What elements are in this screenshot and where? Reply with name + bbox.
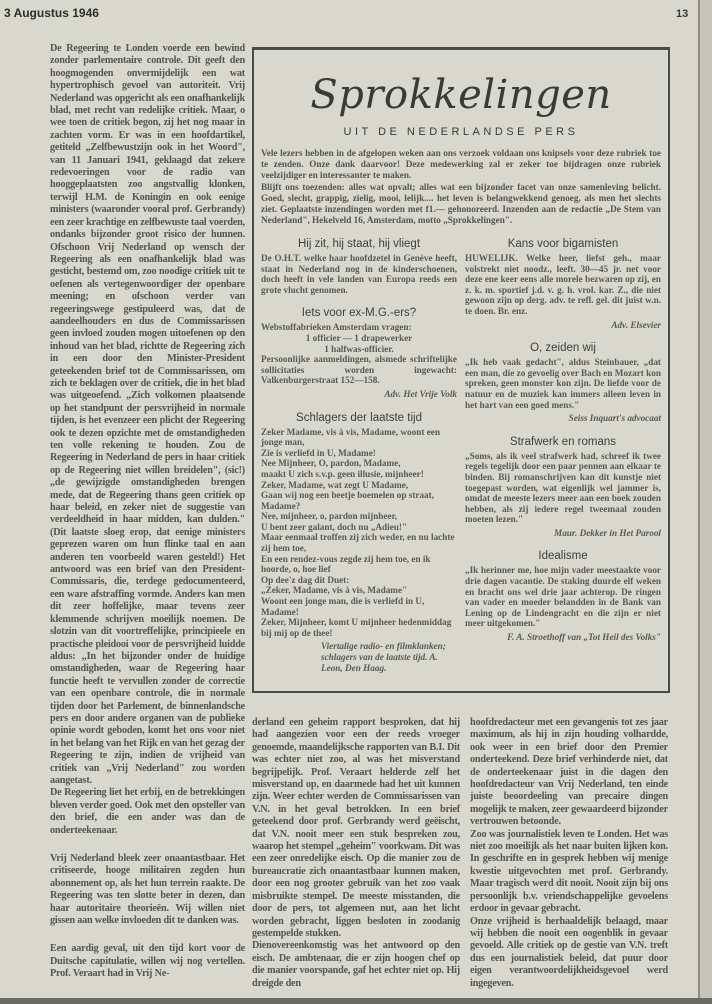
sprokkelingen-box (252, 47, 670, 693)
paragraph: derland een geheim rapport besproken, dat hij had aangezien voor een der reeds vroeger genoemde, maandelijksche rapporten van B.I. Dit was echter niet zoo, al was het misverstand begrijpelijk. Prof. Veraart helderde zelf het misverstand op, en daarmede had het uit kunnen zijn. Weer echter werden de Commissarissen van V.N. in het geval betrokken. In een brief geteekend door prof. Gerbrandy werd geëischt, dat V.N. nooit meer een stuk bespreken zou, waarop het stempel „geheim" voorkwam. Dit was een zeer onredelijke eisch. Op die manier zou de bureaucratie zich onaantastbaar kunnen maken, door een nog grooter gebruik van het zoo vaak misbruikte stempel. De meeste misstanden, die door de pers, tot algemeen nut, aan het licht worden gebracht, liggen besloten in zoodanig gestempelde stukken. (252, 717, 460, 939)
poem-line: Zeker Madame, vis à vis, Madame, woont een jonge man, (261, 426, 440, 448)
clipping-item (465, 436, 661, 539)
clipping-source: F. A. Stroethoff van „Tot Heil des Volks" (507, 632, 661, 643)
poem-line: Op dee'z dag dit Duet: (261, 574, 350, 585)
clipping-line: 1 officier — 1 drapewerker (305, 332, 413, 343)
clipping-item (465, 550, 661, 642)
page-number: 13 (676, 8, 689, 20)
poem-line: Zeker, Mijnheer, komt U mijnheer hedenmiddag bij mij op de thee! (261, 617, 452, 638)
poem-line: maakt U zich s.v.p. geen illusie, mijnheer! (261, 468, 424, 479)
clipping-source: Maur. Dekker in Het Parool (554, 527, 661, 538)
clipping-heading: Idealisme (538, 550, 588, 563)
intro-paragraph: Blijft ons toezenden: alles wat opvalt; alles wat een bijzonder facet van onze samenleving belicht. Goed, slecht, grappig, zielig, mooi, lelijk.... het leven is belangwekkend genoeg, als men het slechts ziet. Geplaatste inzendingen worden met f1.— gehonoreerd. Inzenden aan de redactie „De Stem van Nederland", Hekelveld 16, Amsterdam, motto „Sprokkelingen". (261, 181, 661, 226)
clipping-item (261, 307, 457, 399)
paragraph: Onze vrijheid is herhaaldelijk belaagd, maar wij hebben die nooit een oogenblik in gevaar gevoeld. Alle critiek op de gestie van V.N. treft dus een journalistiek beleid, dat puur door eigen verantwoordelijkheidsgevoel werd ingegeven. (470, 915, 668, 989)
clipping-text: Persoonlijke aanmeldingen, alsmede schriftelijke sollicitaties worden ingewacht: Valkenburgerstraat 152—158. (261, 354, 457, 386)
clipping-source: Seiss Inquart's advocaat (568, 413, 661, 424)
paragraph: De Regeering liet het erbij, en de betrekkingen bleven verder goed. Ook met den opsteller van den brief, die een ander was dan de onderteekenaar. (50, 787, 245, 836)
page-bottom-edge (0, 998, 712, 1004)
right-article-column (470, 717, 668, 990)
poem-line: Zie is verliefd in U, Madame! (261, 447, 376, 458)
poem-line: U bent zeer galant, doch nu „Adieu!" (261, 521, 408, 532)
poem-line: Woont een jonge man, die is verliefd in U, Madame! (261, 596, 425, 617)
issue-date: 3 Augustus 1946 (4, 6, 99, 20)
clipping-heading: Schlagers der laatste tijd (296, 411, 422, 424)
clipping-text: „Soms, als ik veel strafwerk had, schreef ik twee regels tegelijk door een paar pennen aan elkaar te binden. Bij romanschrijven kan dit kunstje niet toegepast worden, wat eigenlijk wel jammer is, omdat de meeste lezers meer aan een boek zouden hebben, als zij iedere regel tweemaal zouden moeten lezen." (465, 450, 661, 525)
clipping-heading: Strafwerk en romans (509, 435, 617, 448)
poem-line: En een rendez-vous zegde zij hem toe, en ik hoorde, o, hoe lief (261, 553, 431, 575)
box-right-column (465, 238, 661, 655)
paragraph: Een aardig geval, uit den tijd kort voor de Duitsche capitulatie, willen wij nog vertellen. Prof. Veraart had in Vrij Ne- (50, 943, 245, 980)
clipping-item (465, 238, 661, 330)
left-article-column (50, 43, 245, 981)
clipping-line: 1 halfwas-officier. (324, 343, 394, 354)
paragraph: hoofdredacteur met een gevangenis tot zes jaar maximum, als hij in zijn houding volhardde, ook weer in een brief door den Premier onderteekend. Deze brief verhinderde niet, dat de onderteekenaar juist in die dagen den hoofdredacteur van Vrij Nederland, ten einde juiste beoordeeling van precaire dingen mogelijk te maken, zeer gewaardeerd bijzonder vertrouwen betoonde. (470, 717, 668, 828)
clipping-text: HUWELIJK. Welke heer, liefst geh., maar volstrekt niet noodz., leeft. 30—45 jr. net voor deze ene keer eens alle morele bezwaren op zij, en z. k. m. sportief j.d. v. g. h. vrol. kar. Z., die niet gewoon zijn op derg. adv. te refl. gel. dit juist w.n. te doen. Br. enz. (465, 253, 661, 316)
clipping-heading: Iets voor ex-M.G.-ers? (301, 307, 417, 320)
middle-article-column (252, 717, 460, 990)
paragraph: Vrij Nederland bleek zeer onaantastbaar. Het critiseerde, hooge militairen zegden hun abonnement op, als het hun terrein raakte. De Regeering was ten slotte beter in dezen, dan haar autoritaire theorieën. Wij willen niet gissen aan welke invloeden dit te danken was. (50, 853, 245, 927)
paragraph: De Regeering te Londen voerde een bewind zonder parlementaire controle. Dit geeft den hoogmogenden onvermijdelijk een wat hypertrophisch gevoel van autoriteit. Vrij Nederland was opgericht als een onafhankelijk blad, met recht van redelijke critiek. Maar, o wee toen de critiek begon, zij het nog maar in zachten vorm. Er was in een hoofdartikel, getiteld „Zelfbewustzijn ook in het Woord", van 11 Januari 1941, geklaagd dat zekere redevoeringen voor de radio van hooggeplaatsten zoo angstvallig klonken, terwijl H.M. de Koningin en ook eenige ministers (waaronder vooral prof. Gerbrandy) een zeer krachtige en zelfbewuste taal voerden, ondanks bijzonder groot risico der hunnen. Ofschoon Vrij Nederland op wensch der Regeering als een onafhankelijk blad was gesticht, bestemd om, zoo noodige critiek uit te oefenen als vertegenwoordiger der openbare meening; en ofschoon verder van regeeringswege gestipuleerd was, dat de aandeelhouders en dus de Commissarissen geen invloed zouden mogen uitoefenen op den inhoud van het blad, richtte de Regeering zich in een door den Minister-President geteekenden brief tot de Commissarissen, om zich te beklagen over de critiek, die in het blad was uitgeoefend. „Zich volkomen plaatsende op het standpunt der persvrijheid in normale tijden, is het evenzeer een plicht der Regeering ook te dezen opzichte met de omstandigheden ten volle rekening te houden. Zou de Regeering in Nederland de pers in haar critiek op de Regeering niet willen breidelen", (sic!) „de gewijzigde omstandigheden brengen mede, dat de Regeering thans geen critiek op haar beleid, en zeker niet de suggestie van verdeeldheid in haar midden, kan dulden." (Dit laatste sloeg erop, dat eenige ministers geprezen waren om hun flinke taal en aan anderen ten voorbeeld waren gesteld!) Het antwoord was een brief van den President-Commissaris, die, terdege gedocumenteerd, een ware afstraffing vormde. Anders kan men dit zeer hoffelijke, maar tevens zeer klemmende schrijven moeilijk noemen. De slotzin van dit voortreffelijke, principieele en practische pleidooi voor de persvrijheid luidde aldus: „In het bijzonder onder de huidige omstandigheden, waar de Regeering haar functie heeft te vervullen zonder de correctie van een openbare controle, die in normale tijden door het Parlement, de binnenlandsche pers en door andere organen van de publieke opinie wordt geboden, komt het ons voor niet in het belang van het Rijk en van het gezag der Regeering te zijn, indien de vrijheid van critiek van „Vrij Nederland" zou worden aangetast. (50, 43, 245, 786)
poem-line: Maar eenmaal troffen zij zich weder, en nu lachte zij hem toe, (261, 532, 455, 554)
clipping-text: Webstoffabrieken Amsterdam vragen: (261, 322, 412, 333)
poem-line: Nee Mijnheer, O, pardon, Madame, (261, 458, 401, 469)
clipping-source: Adv. Elsevier (611, 319, 661, 330)
poem-line: „Zeker, Madame, vis à vis, Madame" (261, 585, 408, 596)
poem-line: Nee, mijnheer, o, pardon mijnheer, (261, 511, 398, 522)
poem-line: Gaan wij nog een beetje boemelen op straat, Madame? (261, 490, 435, 511)
clipping-text: De O.H.T. welke haar hoofdzetel in Genève heeft, staat in Nederland nog in de kinderschoenen, doch heeft in vele landen van Europa reeds een grote vlucht genomen. (261, 253, 457, 295)
clipping-source: Viertalige radio- en filmklanken; schlagers van de laatste tijd. A. Leon, Den Haag. (321, 641, 446, 673)
clipping-text: „Ik heb vaak gedacht", aldus Steinbauer, „dat een man, die zo gevoelig over Bach en Mozart kon spreken, geen monster kon zijn. De liefde voor de natuur en de muziek kan immers alleen leven in het hart van een goed mens." (465, 357, 661, 410)
paragraph: Zoo was journalistiek leven te Londen. Het was niet zoo moeilijk als het naar buiten lijken kon. In geschrifte en in gesprek hebben wij menige kwestie uitgevochten met prof. Gerbrandy. Maar tragisch werd dit nooit. Nooit zijn bij ons persoonlijk b.v. vriendschappelijke gevoelens erdoor in gevaar gebracht. (470, 828, 668, 915)
clipping-item (261, 412, 457, 674)
page-edge (698, 0, 712, 1004)
clipping-heading: Kans voor bigamisten (507, 238, 619, 250)
box-title: Sprokkelingen (310, 72, 612, 118)
clipping-heading: Hij zit, hij staat, hij vliegt (297, 238, 421, 250)
clipping-item (261, 238, 457, 295)
clipping-heading: O, zeiden wij (530, 342, 596, 355)
intro-paragraph: Vele lezers hebben in de afgelopen weken aan ons verzoek voldaan ons knipsels voor deze rubriek toe te zenden. Onze dank daarvoor! Deze medewerking zal er zeker toe bijdragen onze rubriek veelzijdiger en interessanter te maken. (261, 148, 661, 181)
poem-line: Zeker, Madame, wat zegt U Madame, (261, 479, 409, 490)
clipping-source: Adv. Het Vrije Volk (384, 388, 457, 399)
box-left-column (261, 238, 457, 685)
box-subtitle: UIT DE NEDERLANDSE PERS (343, 126, 579, 138)
box-intro (261, 148, 661, 226)
clipping-text: „Ik herinner me, hoe mijn vader meestaakte voor drie dagen vacantie. De staking duurde elf weken en bracht ons wel drie jaar achterop. De ringen van vader en moeder belandden in de Bank van Lening op de Lindengracht en die zijn er niet meer uitgekomen." (465, 565, 661, 629)
paragraph: Dienovereenkomstig was het antwoord op den eisch. De ambtenaar, die er zijn hoogen chef op die manier voorspande, gaf het echter niet op. Hij dreigde den (252, 940, 460, 989)
clipping-item (465, 342, 661, 424)
